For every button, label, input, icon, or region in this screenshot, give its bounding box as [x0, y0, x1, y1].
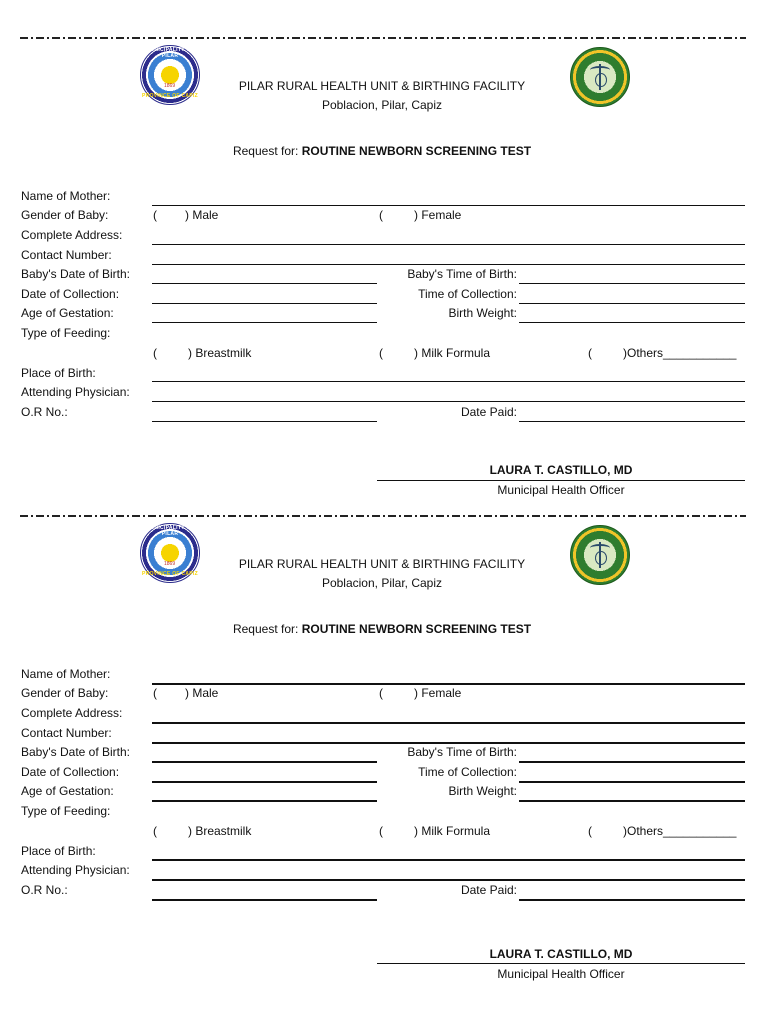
municipality-seal-logo	[140, 523, 200, 583]
label-address: Complete Address:	[21, 228, 123, 242]
checkbox-female-paren[interactable]: (	[379, 208, 383, 222]
option-others: )Others___________	[623, 824, 737, 838]
field-gestation-line[interactable]	[152, 322, 377, 323]
option-female: ) Female	[414, 686, 462, 700]
label-mother: Name of Mother:	[21, 189, 111, 203]
request-test-name: ROUTINE NEWBORN SCREENING TEST	[301, 144, 532, 158]
option-breastmilk: ) Breastmilk	[188, 824, 252, 838]
seal-bottom-text: PROVINCE OF CAPIZ	[142, 93, 198, 99]
checkbox-milk-formula-paren[interactable]: (	[379, 824, 383, 838]
label-birth-place: Place of Birth:	[21, 844, 96, 858]
label-birth-place: Place of Birth:	[21, 366, 96, 380]
label-gestation: Age of Gestation:	[21, 784, 114, 798]
field-date-paid-line[interactable]	[519, 421, 745, 422]
cut-line-top	[20, 37, 746, 39]
label-birth-date: Baby's Date of Birth:	[21, 267, 131, 281]
field-physician-line[interactable]	[152, 401, 745, 402]
signatory-name: LAURA T. CASTILLO, MD	[489, 947, 633, 961]
label-collection-time: Time of Collection:	[418, 287, 517, 301]
field-contact-line[interactable]	[152, 742, 745, 744]
seal-year: 1869	[164, 561, 176, 567]
option-others: )Others___________	[623, 346, 737, 360]
label-birth-time: Baby's Time of Birth:	[407, 267, 517, 281]
signatory-name: LAURA T. CASTILLO, MD	[489, 463, 633, 477]
label-feeding: Type of Feeding:	[21, 326, 111, 340]
request-title	[150, 144, 614, 158]
option-milk-formula: ) Milk Formula	[414, 824, 491, 838]
seal-bottom-text: PROVINCE OF CAPIZ	[142, 571, 198, 577]
label-gender: Gender of Baby:	[21, 686, 109, 700]
facility-address: Poblacion, Pilar, Capiz	[321, 98, 443, 112]
label-gestation: Age of Gestation:	[21, 306, 114, 320]
request-title	[150, 622, 614, 636]
caduceus-coil-icon	[595, 73, 607, 87]
screening-form-2	[0, 478, 768, 981]
seal-year: 1869	[164, 83, 176, 89]
facility-name: PILAR RURAL HEALTH UNIT & BIRTHING FACILITY	[238, 557, 526, 571]
label-birth-weight: Birth Weight:	[448, 306, 517, 320]
field-collection-time-line[interactable]	[519, 303, 745, 304]
health-office-seal-logo	[570, 47, 630, 107]
label-collection-date: Date of Collection:	[21, 765, 120, 779]
field-or-no-line[interactable]	[152, 899, 377, 901]
label-gender: Gender of Baby:	[21, 208, 109, 222]
cut-line-middle	[20, 515, 746, 517]
request-test-name: ROUTINE NEWBORN SCREENING TEST	[301, 622, 532, 636]
field-gestation-line[interactable]	[152, 800, 377, 802]
field-birth-weight-line[interactable]	[519, 322, 745, 323]
facility-address: Poblacion, Pilar, Capiz	[321, 576, 443, 590]
checkbox-male-paren[interactable]: (	[153, 686, 157, 700]
checkbox-breastmilk-paren[interactable]: (	[153, 346, 157, 360]
field-mother-line[interactable]	[152, 205, 745, 206]
field-address-line[interactable]	[152, 722, 745, 724]
option-male: ) Male	[185, 686, 219, 700]
field-birth-date-line[interactable]	[152, 283, 377, 284]
label-birth-weight: Birth Weight:	[448, 784, 517, 798]
field-date-paid-line[interactable]	[519, 899, 745, 901]
request-prefix: Request for:	[232, 622, 299, 636]
field-birth-time-line[interactable]	[519, 283, 745, 284]
field-birth-time-line[interactable]	[519, 761, 745, 763]
signatory-title: Municipal Health Officer	[497, 483, 625, 497]
municipality-seal-logo	[140, 45, 200, 105]
seal-top-text: MUNICIPALITY OF PILAR	[146, 525, 194, 537]
checkbox-female-paren[interactable]: (	[379, 686, 383, 700]
label-address: Complete Address:	[21, 706, 123, 720]
option-milk-formula: ) Milk Formula	[414, 346, 491, 360]
field-or-no-line[interactable]	[152, 421, 377, 422]
label-mother: Name of Mother:	[21, 667, 111, 681]
label-collection-date: Date of Collection:	[21, 287, 120, 301]
seal-top-text: MUNICIPALITY OF PILAR	[146, 47, 194, 59]
field-collection-date-line[interactable]	[152, 303, 377, 304]
field-address-line[interactable]	[152, 244, 745, 245]
checkbox-milk-formula-paren[interactable]: (	[379, 346, 383, 360]
checkbox-others-paren[interactable]: (	[588, 346, 592, 360]
field-mother-line[interactable]	[152, 683, 745, 685]
label-or-no: O.R No.:	[21, 883, 68, 897]
label-physician: Attending Physician:	[21, 863, 130, 877]
label-date-paid: Date Paid:	[460, 405, 517, 419]
field-birth-weight-line[interactable]	[519, 800, 745, 802]
option-male: ) Male	[185, 208, 219, 222]
facility-name: PILAR RURAL HEALTH UNIT & BIRTHING FACILITY	[238, 79, 526, 93]
label-physician: Attending Physician:	[21, 385, 130, 399]
option-breastmilk: ) Breastmilk	[188, 346, 252, 360]
field-birth-place-line[interactable]	[152, 381, 745, 382]
label-or-no: O.R No.:	[21, 405, 68, 419]
request-prefix: Request for:	[232, 144, 299, 158]
screening-form-1	[0, 0, 768, 497]
health-office-seal-logo	[570, 525, 630, 585]
label-birth-date: Baby's Date of Birth:	[21, 745, 131, 759]
label-birth-time: Baby's Time of Birth:	[407, 745, 517, 759]
field-birth-date-line[interactable]	[152, 761, 377, 763]
caduceus-coil-icon	[595, 551, 607, 565]
label-contact: Contact Number:	[21, 248, 112, 262]
option-female: ) Female	[414, 208, 462, 222]
label-collection-time: Time of Collection:	[418, 765, 517, 779]
field-collection-time-line[interactable]	[519, 781, 745, 783]
field-collection-date-line[interactable]	[152, 781, 377, 783]
field-contact-line[interactable]	[152, 264, 745, 265]
label-date-paid: Date Paid:	[460, 883, 517, 897]
signature-line[interactable]	[377, 963, 745, 964]
checkbox-others-paren[interactable]: (	[588, 824, 592, 838]
signatory-title: Municipal Health Officer	[497, 967, 625, 981]
checkbox-breastmilk-paren[interactable]: (	[153, 824, 157, 838]
label-feeding: Type of Feeding:	[21, 804, 111, 818]
field-birth-place-line[interactable]	[152, 859, 745, 861]
label-contact: Contact Number:	[21, 726, 112, 740]
field-physician-line[interactable]	[152, 879, 745, 881]
checkbox-male-paren[interactable]: (	[153, 208, 157, 222]
